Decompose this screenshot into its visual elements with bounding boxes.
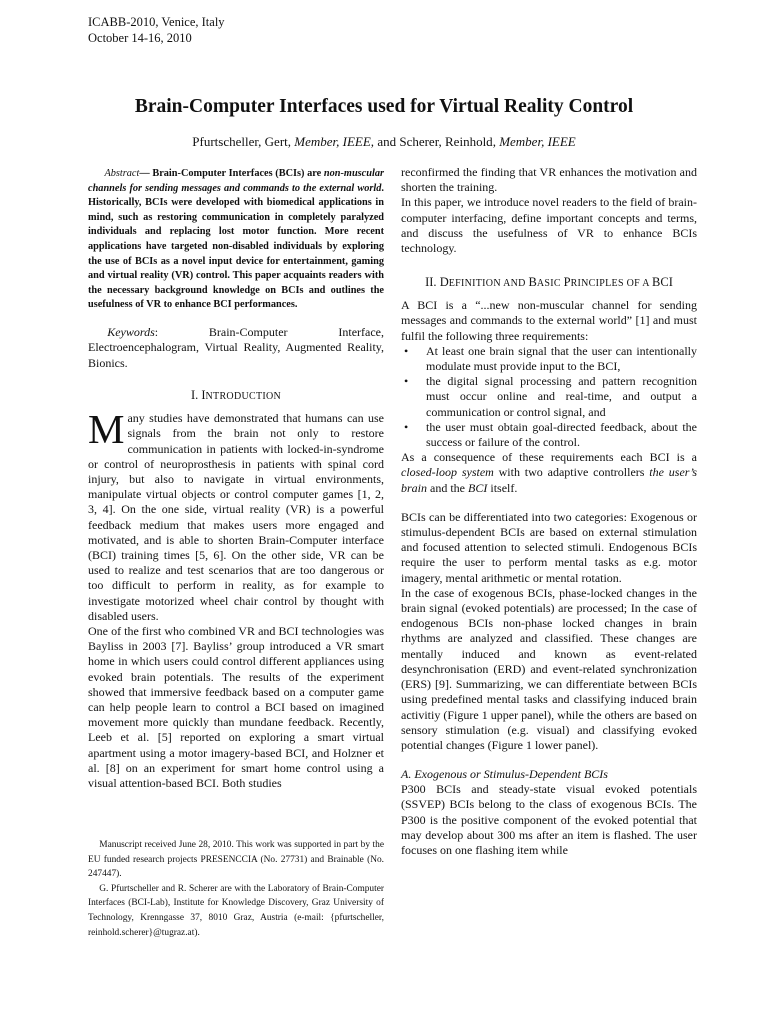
exogenous-body — [401, 782, 697, 858]
definition-paragraph: A BCI is a “...new non-muscular channel for sending messages and commands to the external world” [1] and must fulfil the following three requirements: — [401, 298, 697, 343]
paper-title: Brain-Computer Interfaces used for Virtual Reality Control — [134, 96, 634, 117]
s2-d: D — [439, 275, 449, 290]
footnote-affiliation: G. Pfurtscheller and R. Scherer are with the Laboratory of Brain-Computer Interfaces (BCI-Lab), Institute for Knowledge Discovery, Graz University of Technology, Krenngasse 37, 8010 Graz, Austria (e-mail: {pfurtscheller, reinhold.scherer}@tugraz.at). — [88, 883, 384, 938]
author-2-role: Member, IEEE — [499, 134, 576, 149]
s2-bci: BCI — [652, 275, 673, 290]
conference-header — [88, 14, 225, 46]
section2-number: II. — [425, 275, 440, 290]
keywords-text: : Brain-Computer Interface, Electroencephalogram, Virtual Reality, Augmented Reality, Bionics. — [88, 324, 384, 370]
dropcap: M — [88, 406, 125, 453]
s2-p: P — [563, 275, 571, 290]
intro-paragraph-1 — [88, 406, 384, 624]
intro-text-1: any studies have demonstrated that humans can use signals from the brain not only to restore communication in patients with locked-in-syndrome or control of neuroprosthesis in patients with spinal cord injury, but also to navigate in virtual environments, manipulate virtual objects or control computer games [1, 2, 3, 4]. On the one side, virtual reality (VR) is a powerful feedback medium that makes users more engaged and motivated, and is able to shorten Brain-Computer interface (BCI) training times [5, 6]. On the other side, VR can be used to realize and test scenarios that are too dangerous or too difficult to perform in reality, as for example to investigate motorized wheel chair control by thought with disabled users. — [88, 411, 384, 623]
cl-text-c: and the — [427, 480, 469, 495]
abstract-dash: — — [139, 168, 153, 179]
erd-ers-paragraph: In the case of exogenous BCIs, phase-locked changes in the brain signal (evoked potentials) are processed; In the case of endogenous BCIs non-phase locked changes in brain rhythms are analyzed and classified. These changes are mentally induced and known as event-related desynchronisation (ERD) and event-related synchronization (ERS) [9]. Summarizing, we can differentiate between BCIs using predefined mental tasks and classifying induced brain activitiy (Figure 1 upper panel), while the others are based on sensory stimulation (e.g. visual) and classifying evoked potential changes (Figure 1 lower panel). — [401, 585, 697, 752]
categories-paragraph: BCIs can be differentiated into two categories: Exogenous or stimulus-dependent BCIs are based on external stimulation and focused attention to selected stimuli. Endogenous BCIs require the user to perform mental tasks as e.g. motor imagery, mental arithmetic or mental rotation. — [401, 509, 697, 585]
abstract-text-italic: non-muscular channels for sending messages and commands to the external world — [88, 168, 384, 194]
abstract-text-1: Brain-Computer Interfaces (BCIs) are — [152, 168, 324, 179]
author-1: Pfurtscheller, Gert, — [192, 134, 295, 149]
cl-text-b: with two adaptive controllers — [493, 465, 650, 480]
section-rest: NTRODUCTION — [205, 391, 282, 403]
abstract-label: Abstract — [104, 168, 140, 179]
cl-closed-loop: closed-loop system — [401, 465, 494, 480]
s2-asic: ASIC — [536, 278, 564, 290]
definition-body — [401, 298, 697, 753]
section-initial: I — [201, 388, 206, 403]
author-2: and Scherer, Reinhold — [374, 134, 493, 149]
right-column — [401, 165, 697, 858]
keywords-label: Keywords — [107, 324, 155, 339]
abstract-text-2: . Historically, BCIs were developed with biomedical applications in mind, such as restoring communication in completely paralyzed individuals and replacing lost motor function. More recent applications have targeted non-disabled individuals by exploring the use of BCIs as a novel input device for entertainment, gaming and virtual reality (VR) control. This paper acquaints readers with the necessary background knowledge on BCIs and outlines the usefulness of VR to enhance BCI performances. — [88, 182, 384, 311]
left-column — [88, 165, 384, 791]
section-heading-introduction — [88, 387, 384, 405]
right-paragraph-1: reconfirmed the finding that VR enhances the motivation and shorten the training. — [401, 165, 697, 195]
conference-date: October 14-16, 2010 — [88, 31, 192, 45]
closed-loop-paragraph — [401, 450, 697, 496]
cl-users-brain: the user’s brain — [401, 465, 698, 495]
author-1-role: Member, IEEE, — [294, 134, 375, 149]
s2-efinition: EFINITION AND — [448, 278, 529, 290]
list-item: • the user must obtain goal-directed feedback, about the success or failure of the control. — [401, 420, 697, 450]
introduction-body — [88, 406, 384, 791]
right-body-intro — [401, 165, 697, 256]
list-item: • At least one brain signal that the user can intentionally modulate must provide input to the BCI, — [401, 344, 697, 374]
right-paragraph-2: In this paper, we introduce novel readers to the field of brain-computer interfacing, define important concepts and terms, and discuss the usefulness of VR to enhance BCIs technology. — [401, 195, 697, 256]
author-line: Pfurtscheller, Gert, Member, IEEE, and Scherer, Reinhold, Member, IEEE — [192, 134, 576, 149]
subsection-heading-exogenous: A. Exogenous or Stimulus-Dependent BCIs — [401, 767, 608, 782]
section-number: I. — [190, 388, 202, 403]
footnote — [88, 838, 384, 940]
keywords — [88, 325, 384, 371]
paragraph-gap — [401, 496, 697, 510]
section-heading-definition — [401, 274, 697, 292]
cl-text-a: As a consequence of these requirements each BCI is a — [401, 450, 697, 465]
abstract — [88, 167, 384, 313]
cl-text-d: itself. — [487, 480, 518, 495]
footnote-manuscript: Manuscript received June 28, 2010. This work was supported in part by the EU funded research projects PRESENCCIA (No. 27731) and Brainable (No. 247447). — [88, 840, 384, 880]
p300-paragraph: P300 BCIs and steady-state visual evoked potentials (SSVEP) BCIs belong to the class of exogenous BCIs. The P300 is the positive component of the evoked potential that may develop about 300 ms after an item is flashed. The user focuses on one flashing item while — [401, 782, 697, 857]
requirements-list — [401, 344, 697, 450]
conference-venue: ICABB-2010, Venice, Italy — [88, 15, 225, 29]
intro-paragraph-2: One of the first who combined VR and BCI technologies was Bayliss in 2003 [7]. Bayliss’ group introduced a VR smart home in which users could control different appliances using evoked brain potentials. The results of the experiment showed that immersive feedback based on a computer game can help people learn to control a BCI based on imagined movement more quickly than mundane feedback. Recently, Leeb et al. [5] reported on exploring a smart virtual apartment using a motor imagery-based BCI, and Holzner et al. [8] on an experiment for smart home control using a visual attention-based BCI. Both studies — [88, 624, 384, 791]
s2-b: B — [528, 275, 537, 290]
s2-rinciples: RINCIPLES OF A — [570, 278, 653, 290]
cl-bci: BCI — [468, 480, 488, 495]
list-item: • the digital signal processing and pattern recognition must occur online and real-time, and output a communication or control signal, and — [401, 374, 697, 420]
